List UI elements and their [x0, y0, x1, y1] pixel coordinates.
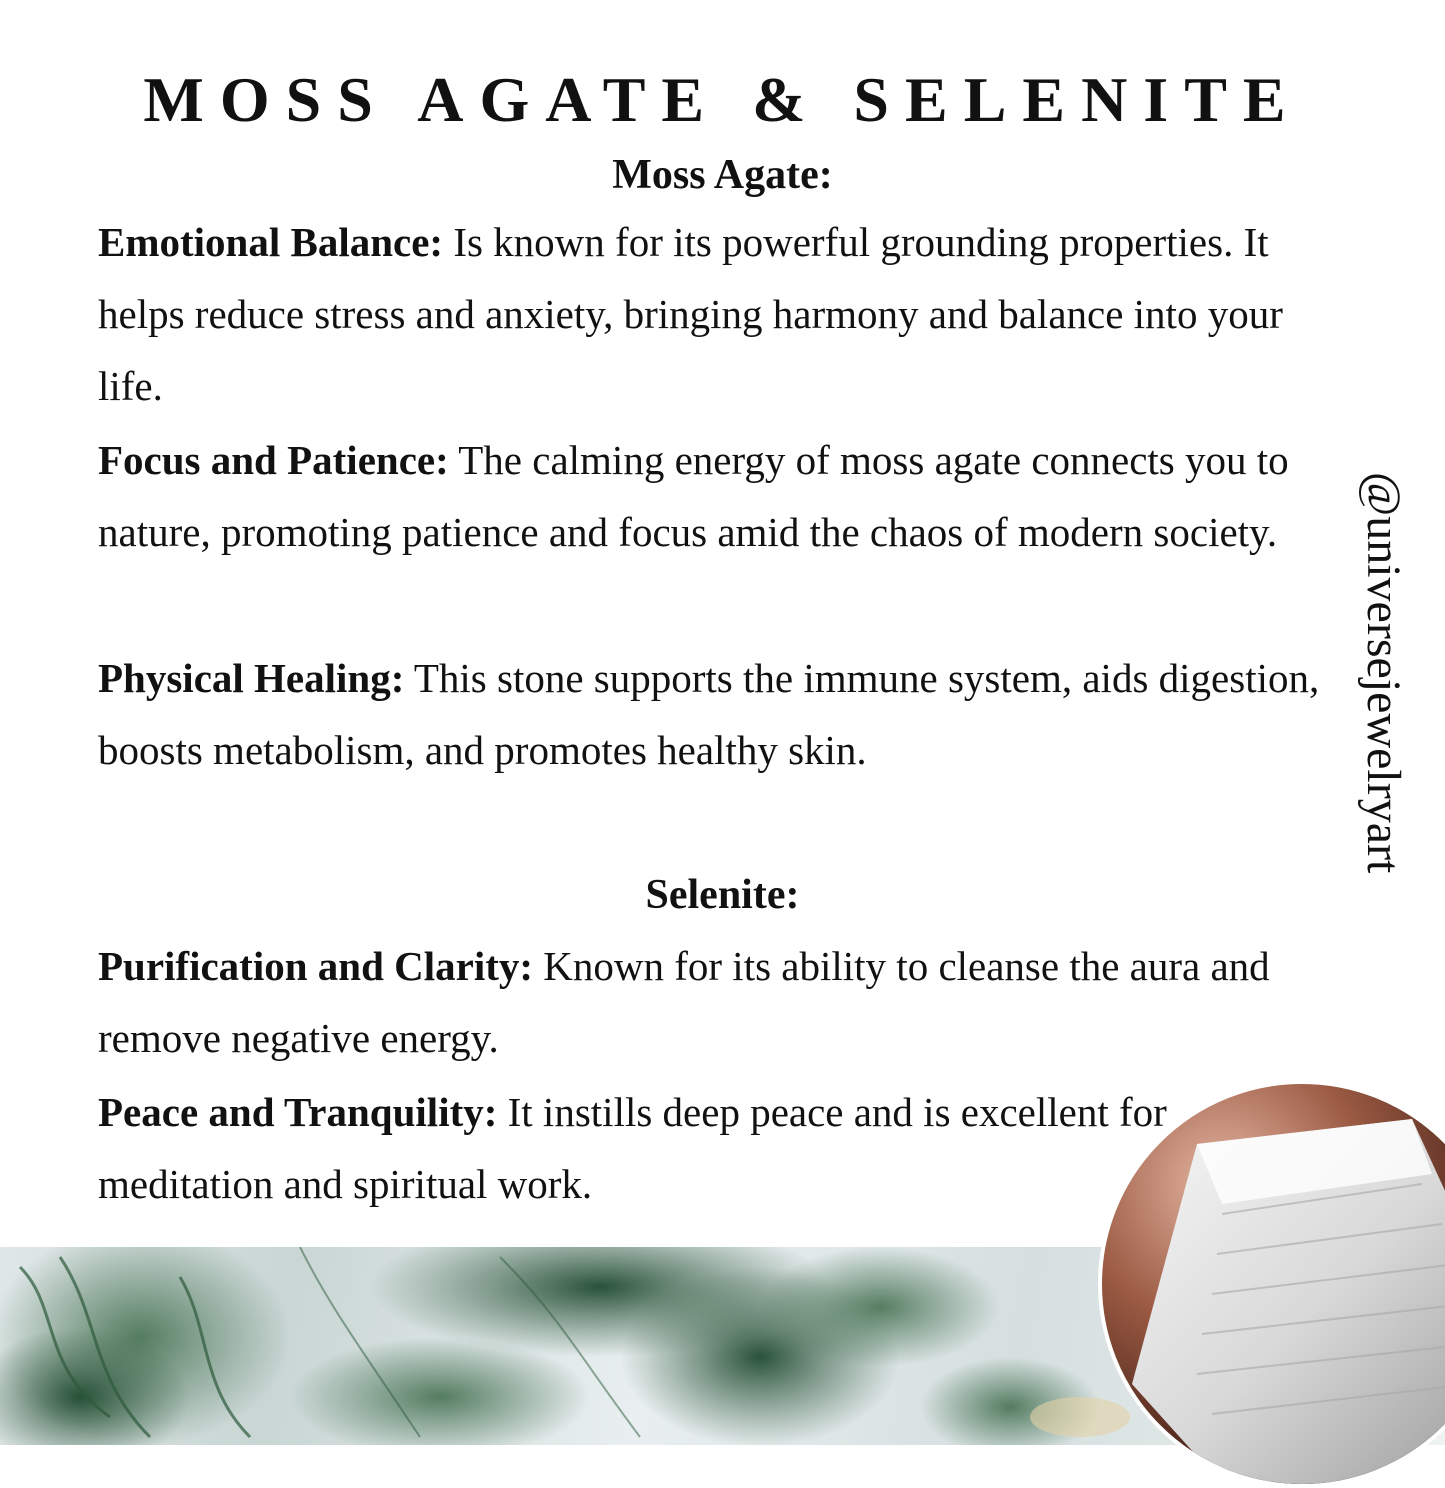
peace-tranquility-text: It instills deep peace and is excellent for meditation and spiritual work. — [98, 1089, 1167, 1207]
purification-clarity-label: Purification and Clarity: — [98, 943, 534, 989]
physical-healing-label: Physical Healing: — [98, 655, 405, 701]
selenite-crystal-image — [1102, 1084, 1445, 1484]
instagram-handle: @universejewelryart — [1357, 472, 1410, 874]
page-title: MOSS AGATE & SELENITE — [143, 64, 1302, 135]
physical-healing-paragraph — [98, 642, 1348, 786]
focus-patience-text: The calming energy of moss agate connects you to nature, promoting patience and focus amid the chaos of modern society. — [98, 437, 1289, 555]
physical-healing-text: This stone supports the immune system, aids digestion, boosts metabolism, and promotes healthy skin. — [98, 655, 1320, 773]
focus-patience-paragraph — [98, 424, 1348, 568]
selenite-heading: Selenite: — [645, 872, 800, 918]
moss-agate-heading: Moss Agate: — [612, 152, 833, 198]
emotional-balance-label: Emotional Balance: — [98, 219, 444, 265]
purification-clarity-paragraph — [98, 930, 1348, 1074]
peace-tranquility-label: Peace and Tranquility: — [98, 1089, 498, 1135]
focus-patience-label: Focus and Patience: — [98, 437, 449, 483]
purification-clarity-text: Known for its ability to cleanse the aura and remove negative energy. — [98, 943, 1270, 1061]
emotional-balance-text: Is known for its powerful grounding properties. It helps reduce stress and anxiety, bringing harmony and balance into your life. — [98, 219, 1283, 409]
emotional-balance-paragraph — [98, 206, 1348, 422]
